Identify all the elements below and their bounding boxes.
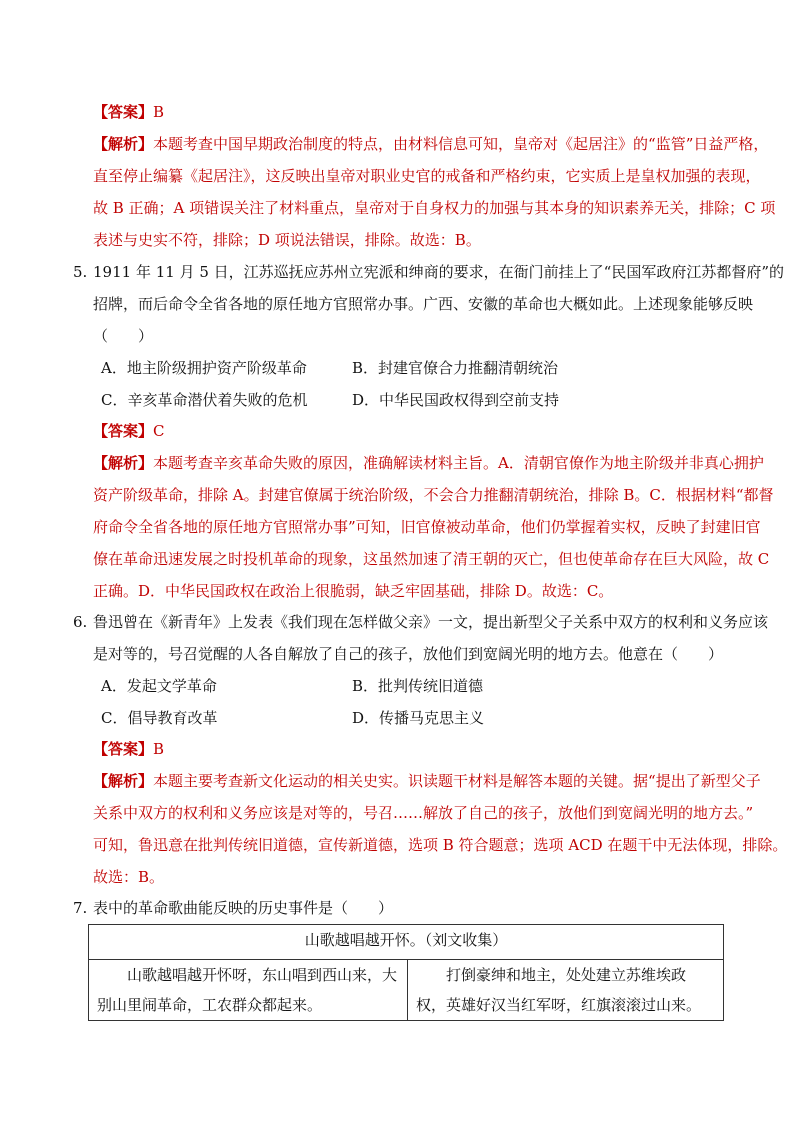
- q5-analysis-line-5: 正确。D．中华民国政权在政治上很脆弱，缺乏牢固基础，排除 D。故选：C。: [93, 582, 614, 600]
- q4-analysis-line-1: [93, 134, 769, 154]
- analysis-text: 本题考查辛亥革命失败的原因，准确解读材料主旨。A．清朝官僚作为地主阶级并非真心拥护: [153, 454, 764, 472]
- q5-analysis-line-2: 资产阶级革命，排除 A。封建官僚属于统治阶级，不会合力推翻清朝统治，排除 B。C．根据材料“都督: [93, 486, 774, 504]
- q4-answer: [93, 102, 733, 122]
- q6-number: 6.: [73, 613, 88, 631]
- analysis-tag: 【解析】: [93, 454, 154, 472]
- analysis-text: 本题考查中国早期政治制度的特点，由材料信息可知，皇帝对《起居注》的“监管”日益严格，: [153, 135, 769, 153]
- table-row: [89, 960, 724, 1021]
- q4-analysis-line-4: 表述与史实不符，排除；D 项说法错误，排除。故选：B。: [93, 231, 481, 249]
- q6-stem-line-2: 是对等的，号召觉醒的人各自解放了自己的孩子，放他们到宽阔光明的地方去。他意在（ ）: [93, 645, 724, 663]
- q5-option-b: B．封建官僚合力推翻清朝统治: [352, 359, 559, 377]
- q6-option-a: A．发起文学革命: [101, 677, 217, 695]
- q5-analysis-line-1: [93, 453, 764, 473]
- q6-option-d: D．传播马克思主义: [352, 709, 485, 727]
- q7-stem: 表中的革命歌曲能反映的历史事件是（ ）: [93, 899, 394, 917]
- table-cell-left: 山歌越唱越开怀呀，东山唱到西山来，大别山里闹革命，工农群众都起来。: [89, 960, 408, 1021]
- q6-analysis-line-2: 关系中双方的权利和义务应该是对等的，号召……解放了自己的孩子，放他们到宽阔光明的地方去。”: [93, 804, 754, 822]
- q5-option-d: D．中华民国政权得到空前支持: [352, 391, 560, 409]
- table-cell-right: 打倒豪绅和地主，处处建立苏维埃政权，英雄好汉当红军呀，红旗滚滚过山来。: [408, 960, 724, 1021]
- q5-answer: [93, 421, 733, 441]
- answer-tag: 【答案】: [93, 740, 154, 758]
- answer-tag: 【答案】: [93, 422, 154, 440]
- q6-analysis-line-3: 可知，鲁迅意在批判传统旧道德，宣传新道德，选项 B 符合题意；选项 ACD 在题干中无法体现，排除。: [93, 836, 788, 854]
- analysis-tag: 【解析】: [93, 135, 154, 153]
- q6-analysis-line-4: 故选：B。: [93, 868, 165, 886]
- table-row: [89, 925, 724, 960]
- table-header: 山歌越唱越开怀。（刘文收集）: [89, 925, 724, 960]
- q5-stem-line-2: 招牌，而后命令全省各地的原任地方官照常办事。广西、安徽的革命也大概如此。上述现象能够反映: [93, 295, 754, 313]
- q5-stem-line-3: （ ）: [93, 327, 154, 345]
- q5-stem-line-1: 1911 年 11 月 5 日，江苏巡抚应苏州立宪派和绅商的要求，在衙门前挂上了“民国军政府江苏都督府”的: [93, 263, 784, 281]
- answer-value: C: [153, 422, 165, 440]
- q4-analysis-line-2: 直至停止编纂《起居注》，这反映出皇帝对职业史官的戒备和严格约束，它实质上是皇权加强的表现，: [93, 167, 761, 185]
- answer-value: B: [153, 740, 165, 758]
- q6-option-c: C．倡导教育改革: [101, 709, 218, 727]
- q5-option-a: A．地主阶级拥护资产阶级革命: [101, 359, 307, 377]
- q5-number: 5.: [73, 263, 88, 281]
- q4-analysis-line-3: 故 B 正确；A 项错误关注了材料重点，皇帝对于自身权力的加强与其本身的知识素养无关，排除；C 项: [93, 199, 776, 217]
- q6-stem-line-1: 鲁迅曾在《新青年》上发表《我们现在怎样做父亲》一文，提出新型父子关系中双方的权利和义务应该: [93, 613, 769, 631]
- q5-analysis-line-3: 府命令全省各地的原任地方官照常办事”可知，旧官僚被动革命，他们仍掌握着实权，反映了封建旧官: [93, 518, 761, 536]
- answer-value: B: [153, 103, 165, 121]
- q7-number: 7.: [73, 899, 88, 917]
- song-table: [88, 924, 724, 1021]
- q6-analysis-line-1: [93, 771, 761, 791]
- q5-analysis-line-4: 僚在革命迅速发展之时投机革命的现象，这虽然加速了清王朝的灭亡，但也使革命存在巨大风险，故 C: [93, 550, 770, 568]
- q5-option-c: C．辛亥革命潜伏着失败的危机: [101, 391, 308, 409]
- analysis-tag: 【解析】: [93, 772, 154, 790]
- q6-option-b: B．批判传统旧道德: [352, 677, 484, 695]
- analysis-text: 本题主要考查新文化运动的相关史实。识读题干材料是解答本题的关键。据“提出了新型父子: [153, 772, 761, 790]
- answer-tag: 【答案】: [93, 103, 154, 121]
- q6-answer: [93, 739, 733, 759]
